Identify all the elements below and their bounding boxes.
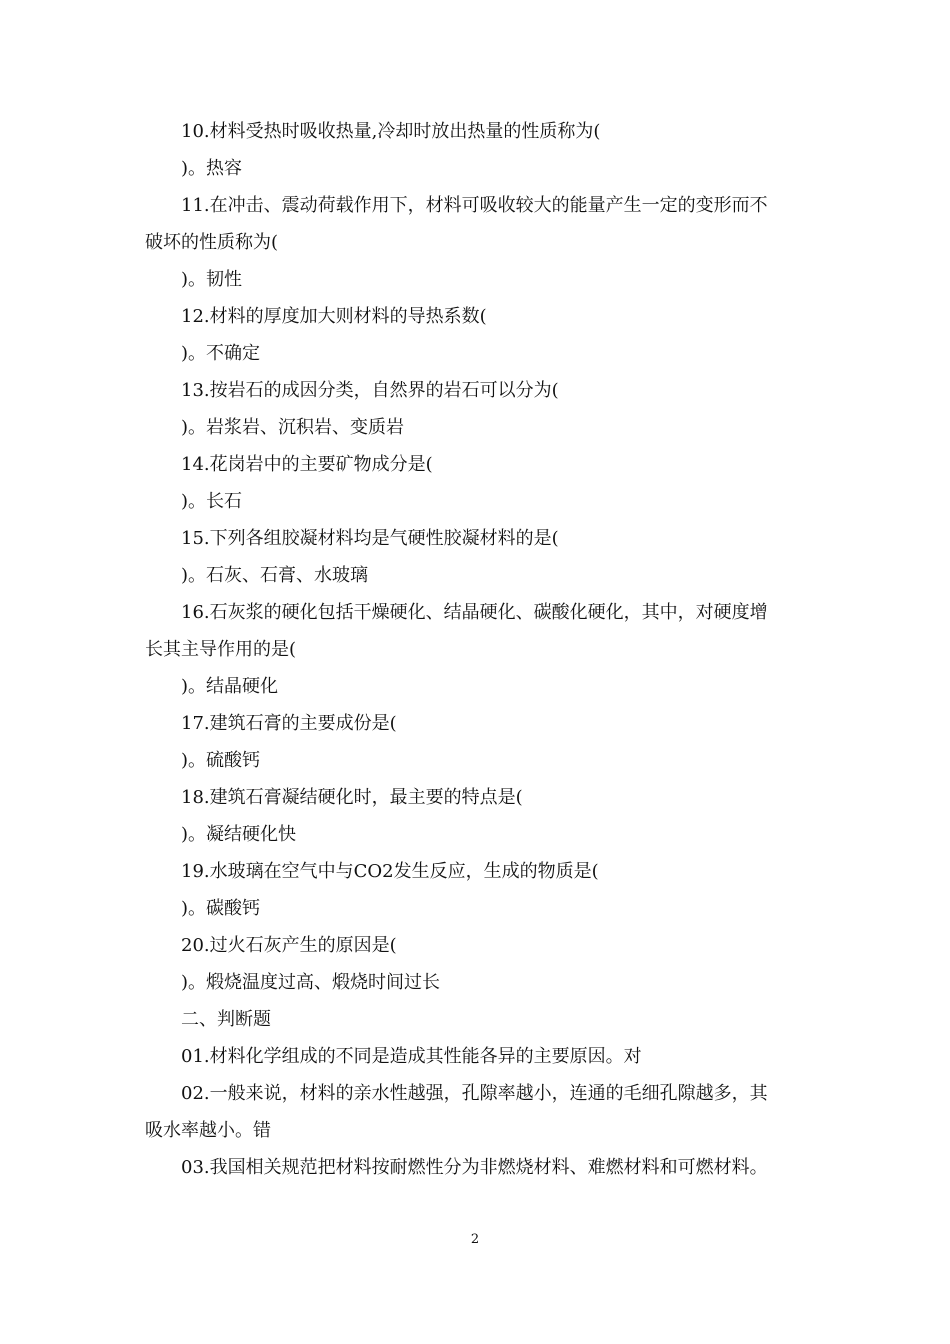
document-body — [145, 113, 810, 1186]
question-12-text: 12.材料的厚度加大则材料的导热系数( — [181, 306, 487, 327]
answer-10-text: )。热容 — [181, 158, 243, 179]
question-14-text: 14.花岗岩中的主要矿物成分是( — [181, 454, 433, 475]
question-10-text: 10.材料受热时吸收热量,冷却时放出热量的性质称为( — [181, 121, 601, 142]
question-19-text: 19.水玻璃在空气中与CO2发生反应，生成的物质是( — [181, 861, 599, 882]
answer-15-text: )。石灰、石膏、水玻璃 — [181, 565, 369, 586]
answer-12-text: )。不确定 — [181, 343, 261, 364]
answer-20-text: )。煅烧温度过高、煅烧时间过长 — [181, 972, 441, 993]
question-16-continuation: 长其主导作用的是( — [145, 639, 297, 660]
answer-17-text: )。硫酸钙 — [181, 750, 261, 771]
judgment-01-text: 01.材料化学组成的不同是造成其性能各异的主要原因。对 — [181, 1046, 642, 1067]
question-18-text: 18.建筑石膏凝结硬化时，最主要的特点是( — [181, 787, 523, 808]
judgment-02-text: 02.一般来说，材料的亲水性越强，孔隙率越小，连通的毛细孔隙越多，其 — [181, 1083, 768, 1104]
page-number: 2 — [470, 1232, 480, 1247]
answer-11-text: )。韧性 — [181, 269, 243, 290]
question-13-text: 13.按岩石的成因分类，自然界的岩石可以分为( — [181, 380, 559, 401]
section-heading: 二、判断题 — [181, 1009, 271, 1030]
answer-14-text: )。长石 — [181, 491, 243, 512]
question-11-continuation: 破坏的性质称为( — [145, 232, 279, 253]
question-20-text: 20.过火石灰产生的原因是( — [181, 935, 397, 956]
answer-16-text: )。结晶硬化 — [181, 676, 279, 697]
answer-18-text: )。凝结硬化快 — [181, 824, 297, 845]
answer-19-text: )。碳酸钙 — [181, 898, 261, 919]
judgment-03-text: 03.我国相关规范把材料按耐燃性分为非燃烧材料、难燃材料和可燃材料。 — [181, 1157, 768, 1178]
question-16-text: 16.石灰浆的硬化包括干燥硬化、结晶硬化、碳酸化硬化，其中，对硬度增 — [181, 602, 768, 623]
question-15-text: 15.下列各组胶凝材料均是气硬性胶凝材料的是( — [181, 528, 559, 549]
judgment-02-continuation: 吸水率越小。错 — [145, 1120, 271, 1141]
question-17-text: 17.建筑石膏的主要成份是( — [181, 713, 397, 734]
answer-13-text: )。岩浆岩、沉积岩、变质岩 — [181, 417, 405, 438]
question-11-text: 11.在冲击、震动荷载作用下，材料可吸收较大的能量产生一定的变形而不 — [181, 195, 768, 216]
